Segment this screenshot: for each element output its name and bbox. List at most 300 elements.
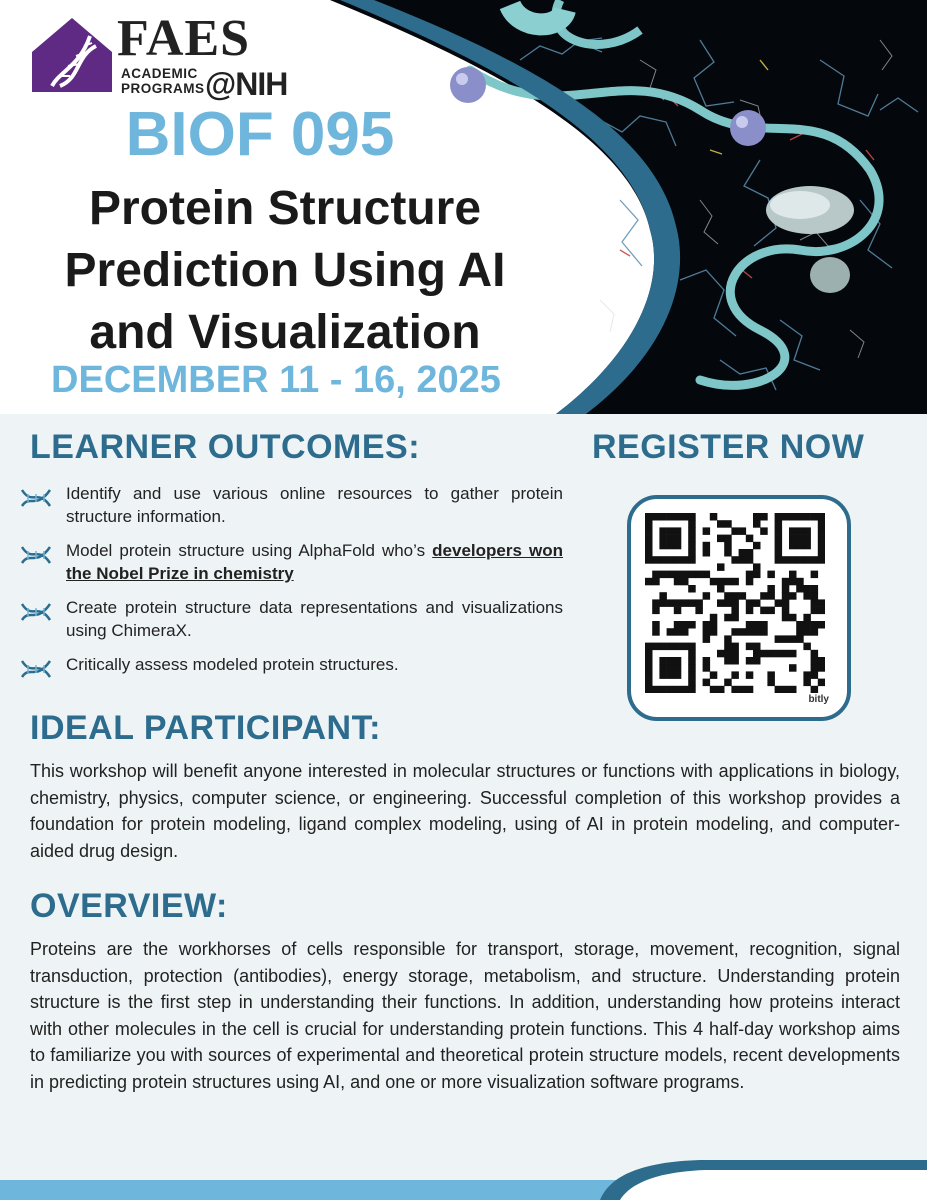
qr-module bbox=[688, 520, 696, 528]
qr-module bbox=[652, 578, 660, 586]
qr-module bbox=[703, 628, 711, 636]
qr-module bbox=[796, 513, 804, 521]
qr-module bbox=[789, 592, 797, 600]
qr-module bbox=[746, 643, 754, 651]
qr-module bbox=[688, 585, 696, 593]
qr-module bbox=[688, 549, 696, 557]
qr-module bbox=[681, 628, 689, 636]
outcome-item bbox=[18, 653, 563, 676]
qr-module bbox=[731, 643, 739, 651]
qr-module bbox=[739, 549, 747, 557]
qr-module bbox=[767, 592, 775, 600]
qr-module bbox=[811, 556, 819, 564]
qr-module bbox=[681, 556, 689, 564]
qr-module bbox=[724, 679, 732, 687]
qr-module bbox=[731, 686, 739, 693]
qr-module bbox=[717, 563, 725, 571]
qr-module bbox=[775, 556, 783, 564]
overview-text: Proteins are the workhorses of cells responsible for transport, storage, movement, recognition, signal transduction, protection (antibodies), energy storage, metabolism, and structure. Understanding protein structure is the first step in understanding their functions. In addition, understanding how proteins interact with other molecules in the cell is crucial for understanding protein functions. This 4 half-day workshop aims to familiarize you with sources of experimental and theoretical protein structure models, recent developments in predicting protein structures using AI, and one or more visualization software programs. bbox=[30, 939, 900, 1092]
qr-module bbox=[818, 513, 825, 521]
qr-module bbox=[746, 578, 754, 586]
qr-module bbox=[782, 578, 790, 586]
qr-module bbox=[688, 542, 696, 550]
qr-module bbox=[782, 513, 790, 521]
qr-module bbox=[659, 571, 667, 579]
learner-outcomes-heading: LEARNER OUTCOMES: bbox=[30, 428, 421, 466]
qr-module bbox=[811, 657, 819, 665]
dna-helix-icon bbox=[20, 598, 52, 626]
qr-module bbox=[818, 542, 825, 550]
qr-module bbox=[753, 513, 761, 521]
qr-module bbox=[782, 607, 790, 615]
qr-module bbox=[803, 628, 811, 636]
qr-module bbox=[731, 607, 739, 615]
qr-module bbox=[667, 542, 675, 550]
qr-module bbox=[803, 614, 811, 622]
qr-module bbox=[688, 664, 696, 672]
qr-module bbox=[811, 513, 819, 521]
outcome-text: Create protein structure data representations and visualizations using ChimeraX. bbox=[66, 598, 563, 640]
qr-module bbox=[667, 599, 675, 607]
qr-module bbox=[724, 535, 732, 543]
qr-module bbox=[746, 549, 754, 557]
qr-module bbox=[789, 556, 797, 564]
qr-module bbox=[717, 650, 725, 658]
qr-module bbox=[674, 621, 682, 629]
outcome-item bbox=[18, 596, 563, 642]
qr-module bbox=[645, 527, 653, 535]
register-qr-code[interactable] bbox=[627, 495, 851, 721]
qr-module bbox=[674, 607, 682, 615]
qr-module bbox=[760, 527, 768, 535]
qr-module bbox=[703, 679, 711, 687]
qr-module bbox=[659, 686, 667, 693]
footer-band bbox=[0, 1156, 927, 1200]
qr-module bbox=[652, 621, 660, 629]
qr-module bbox=[796, 621, 804, 629]
qr-module bbox=[782, 556, 790, 564]
qr-module bbox=[811, 571, 819, 579]
qr-module bbox=[703, 635, 711, 643]
qr-module bbox=[753, 657, 761, 665]
qr-module bbox=[818, 556, 825, 564]
qr-module bbox=[667, 657, 675, 665]
qr-module bbox=[659, 527, 667, 535]
qr-module bbox=[703, 621, 711, 629]
qr-module bbox=[681, 599, 689, 607]
dna-helix-icon bbox=[20, 484, 52, 512]
course-title-line: Protein Structure bbox=[88, 182, 482, 235]
qr-module bbox=[811, 664, 819, 672]
qr-module bbox=[803, 585, 811, 593]
course-title-line: Prediction Using AI bbox=[64, 244, 506, 297]
qr-module bbox=[659, 592, 667, 600]
qr-module bbox=[724, 650, 732, 658]
qr-module bbox=[681, 513, 689, 521]
faes-logo-icon bbox=[30, 16, 114, 94]
qr-module bbox=[710, 621, 718, 629]
ideal-participant-heading: IDEAL PARTICIPANT: bbox=[30, 709, 381, 747]
qr-module bbox=[645, 650, 653, 658]
qr-module bbox=[782, 614, 790, 622]
qr-module bbox=[782, 686, 790, 693]
qr-module bbox=[803, 542, 811, 550]
qr-module bbox=[775, 635, 783, 643]
academic-programs-label: ACADEMIC PROGRAMS bbox=[121, 66, 205, 96]
qr-module bbox=[659, 513, 667, 521]
qr-module bbox=[731, 527, 739, 535]
qr-module bbox=[753, 628, 761, 636]
qr-module bbox=[724, 578, 732, 586]
qr-module bbox=[717, 578, 725, 586]
qr-module bbox=[667, 628, 675, 636]
outcome-text: Critically assess modeled protein structures. bbox=[66, 655, 399, 674]
qr-module bbox=[688, 657, 696, 665]
qr-module bbox=[746, 535, 754, 543]
overview-heading: OVERVIEW: bbox=[30, 887, 228, 925]
qr-module bbox=[659, 664, 667, 672]
qr-module bbox=[818, 520, 825, 528]
nobel-prize-link[interactable]: developers won the Nobel Prize in chemistry bbox=[66, 541, 563, 583]
qr-module bbox=[803, 679, 811, 687]
qr-module bbox=[746, 556, 754, 564]
qr-module bbox=[746, 628, 754, 636]
qr-module bbox=[710, 686, 718, 693]
qr-module bbox=[803, 556, 811, 564]
qr-module bbox=[796, 542, 804, 550]
qr-module bbox=[782, 635, 790, 643]
qr-module bbox=[674, 556, 682, 564]
qr-module bbox=[724, 614, 732, 622]
qr-module bbox=[652, 607, 660, 615]
qr-module bbox=[739, 628, 747, 636]
qr-module bbox=[645, 664, 653, 672]
qr-code-icon bbox=[645, 513, 825, 693]
qr-module bbox=[688, 679, 696, 687]
qr-module bbox=[674, 513, 682, 521]
qr-module bbox=[811, 628, 819, 636]
qr-module bbox=[645, 671, 653, 679]
qr-module bbox=[645, 578, 653, 586]
qr-module bbox=[767, 571, 775, 579]
qr-module bbox=[796, 628, 804, 636]
qr-module bbox=[753, 650, 761, 658]
course-title-line: and Visualization bbox=[89, 306, 481, 359]
qr-module bbox=[724, 599, 732, 607]
qr-module bbox=[674, 599, 682, 607]
qr-module bbox=[710, 614, 718, 622]
qr-module bbox=[789, 635, 797, 643]
qr-module bbox=[775, 686, 783, 693]
qr-module bbox=[667, 535, 675, 543]
outcome-text: Model protein structure using AlphaFold who’s bbox=[66, 541, 433, 560]
qr-module bbox=[724, 635, 732, 643]
qr-module bbox=[703, 592, 711, 600]
qr-module bbox=[688, 671, 696, 679]
qr-module bbox=[667, 686, 675, 693]
qr-module bbox=[731, 657, 739, 665]
qr-module bbox=[659, 535, 667, 543]
qr-module bbox=[803, 671, 811, 679]
qr-module bbox=[645, 679, 653, 687]
qr-module bbox=[811, 607, 819, 615]
course-code: BIOF 095 bbox=[125, 100, 395, 169]
qr-module bbox=[811, 599, 819, 607]
qr-module bbox=[695, 607, 703, 615]
qr-module bbox=[803, 592, 811, 600]
qr-module bbox=[796, 535, 804, 543]
qr-module bbox=[659, 542, 667, 550]
qr-module bbox=[753, 621, 761, 629]
qr-module bbox=[724, 549, 732, 557]
qr-module bbox=[811, 621, 819, 629]
faes-name: FAES bbox=[117, 10, 251, 67]
qr-module bbox=[746, 686, 754, 693]
qr-module bbox=[789, 614, 797, 622]
header-banner bbox=[0, 0, 927, 414]
qr-module bbox=[703, 542, 711, 550]
qr-module bbox=[782, 599, 790, 607]
qr-module bbox=[789, 527, 797, 535]
qr-module bbox=[731, 671, 739, 679]
outcome-item bbox=[18, 482, 563, 528]
qr-module bbox=[753, 599, 761, 607]
qr-module bbox=[811, 671, 819, 679]
qr-module bbox=[818, 607, 825, 615]
qr-module bbox=[688, 513, 696, 521]
qr-module bbox=[803, 535, 811, 543]
qr-module bbox=[674, 578, 682, 586]
qr-module bbox=[789, 513, 797, 521]
qr-module bbox=[796, 578, 804, 586]
qr-module bbox=[645, 535, 653, 543]
qr-module bbox=[753, 520, 761, 528]
qr-module bbox=[695, 599, 703, 607]
qr-module bbox=[753, 571, 761, 579]
dna-helix-icon bbox=[20, 655, 52, 683]
qr-module bbox=[775, 542, 783, 550]
qr-module bbox=[753, 563, 761, 571]
qr-module bbox=[703, 657, 711, 665]
qr-module bbox=[796, 527, 804, 535]
qr-module bbox=[681, 643, 689, 651]
qr-module bbox=[659, 556, 667, 564]
qr-module bbox=[782, 585, 790, 593]
qr-module bbox=[739, 556, 747, 564]
qr-module bbox=[681, 686, 689, 693]
qr-module bbox=[652, 571, 660, 579]
qr-module bbox=[739, 686, 747, 693]
faes-wordmark bbox=[117, 10, 288, 104]
qr-module bbox=[767, 585, 775, 593]
qr-module bbox=[717, 520, 725, 528]
qr-module bbox=[674, 643, 682, 651]
qr-module bbox=[688, 650, 696, 658]
qr-module bbox=[645, 513, 653, 521]
qr-module bbox=[746, 621, 754, 629]
qr-module bbox=[652, 513, 660, 521]
dna-helix-icon bbox=[20, 541, 52, 569]
qr-module bbox=[652, 599, 660, 607]
qr-module bbox=[688, 599, 696, 607]
qr-module bbox=[767, 679, 775, 687]
qr-module bbox=[775, 535, 783, 543]
qr-module bbox=[789, 650, 797, 658]
qr-module bbox=[811, 585, 819, 593]
qr-module bbox=[703, 571, 711, 579]
qr-module bbox=[746, 671, 754, 679]
qr-module bbox=[652, 628, 660, 636]
qr-module bbox=[818, 657, 825, 665]
qr-module bbox=[688, 571, 696, 579]
qr-module bbox=[724, 643, 732, 651]
qr-module bbox=[659, 671, 667, 679]
qr-module bbox=[818, 599, 825, 607]
qr-module bbox=[818, 535, 825, 543]
qr-module bbox=[746, 599, 754, 607]
qr-module bbox=[674, 664, 682, 672]
qr-module bbox=[688, 686, 696, 693]
qr-module bbox=[659, 599, 667, 607]
qr-module bbox=[688, 643, 696, 651]
qr-module bbox=[796, 585, 804, 593]
qr-module bbox=[753, 542, 761, 550]
qr-module bbox=[695, 571, 703, 579]
qr-module bbox=[667, 571, 675, 579]
qr-module bbox=[667, 671, 675, 679]
qr-module bbox=[731, 556, 739, 564]
qr-module bbox=[724, 542, 732, 550]
qr-module bbox=[703, 549, 711, 557]
qr-module bbox=[775, 513, 783, 521]
qr-module bbox=[775, 520, 783, 528]
at-nih-label: @NIH bbox=[205, 66, 288, 102]
qr-module bbox=[645, 520, 653, 528]
qr-module bbox=[681, 621, 689, 629]
qr-module bbox=[811, 592, 819, 600]
qr-module bbox=[667, 527, 675, 535]
qr-module bbox=[645, 556, 653, 564]
qr-module bbox=[724, 592, 732, 600]
qr-module bbox=[818, 527, 825, 535]
register-now-heading: REGISTER NOW bbox=[592, 428, 865, 466]
qr-module bbox=[674, 657, 682, 665]
qr-module bbox=[688, 535, 696, 543]
qr-module bbox=[767, 671, 775, 679]
qr-module bbox=[674, 527, 682, 535]
qr-module bbox=[645, 542, 653, 550]
qr-module bbox=[818, 664, 825, 672]
qr-module bbox=[796, 556, 804, 564]
course-dates: DECEMBER 11 - 16, 2025 bbox=[51, 359, 501, 401]
qr-module bbox=[789, 542, 797, 550]
qr-module bbox=[659, 657, 667, 665]
qr-module bbox=[717, 585, 725, 593]
qr-module bbox=[731, 650, 739, 658]
qr-module bbox=[645, 686, 653, 693]
qr-module bbox=[645, 549, 653, 557]
qr-module bbox=[710, 671, 718, 679]
learner-outcomes-list bbox=[18, 482, 563, 687]
qr-module bbox=[724, 657, 732, 665]
qr-module bbox=[652, 643, 660, 651]
qr-module bbox=[760, 513, 768, 521]
qr-module bbox=[746, 657, 754, 665]
qr-caption: bitly bbox=[808, 694, 829, 705]
qr-module bbox=[760, 592, 768, 600]
qr-module bbox=[739, 527, 747, 535]
qr-module bbox=[782, 650, 790, 658]
qr-module bbox=[674, 535, 682, 543]
qr-module bbox=[674, 628, 682, 636]
qr-module bbox=[645, 643, 653, 651]
outcome-item bbox=[18, 539, 563, 585]
qr-module bbox=[789, 686, 797, 693]
qr-module bbox=[681, 571, 689, 579]
qr-module bbox=[775, 549, 783, 557]
qr-module bbox=[674, 686, 682, 693]
qr-module bbox=[674, 671, 682, 679]
qr-module bbox=[803, 513, 811, 521]
qr-module bbox=[717, 535, 725, 543]
qr-module bbox=[688, 556, 696, 564]
qr-module bbox=[803, 621, 811, 629]
qr-module bbox=[717, 686, 725, 693]
qr-module bbox=[652, 556, 660, 564]
qr-module bbox=[818, 679, 825, 687]
qr-module bbox=[775, 599, 783, 607]
qr-module bbox=[710, 513, 718, 521]
qr-module bbox=[710, 578, 718, 586]
qr-module bbox=[688, 621, 696, 629]
qr-module bbox=[803, 527, 811, 535]
qr-module bbox=[674, 571, 682, 579]
course-title bbox=[0, 178, 570, 364]
qr-module bbox=[789, 571, 797, 579]
qr-module bbox=[746, 571, 754, 579]
qr-module bbox=[645, 657, 653, 665]
qr-module bbox=[652, 686, 660, 693]
qr-module bbox=[767, 650, 775, 658]
qr-module bbox=[789, 578, 797, 586]
qr-module bbox=[760, 607, 768, 615]
qr-module bbox=[667, 664, 675, 672]
qr-module bbox=[681, 578, 689, 586]
qr-module bbox=[667, 513, 675, 521]
qr-module bbox=[760, 628, 768, 636]
qr-module bbox=[710, 628, 718, 636]
qr-module bbox=[717, 599, 725, 607]
qr-module bbox=[811, 686, 819, 693]
qr-module bbox=[760, 650, 768, 658]
qr-module bbox=[731, 592, 739, 600]
qr-module bbox=[731, 578, 739, 586]
outcome-text: Identify and use various online resources to gather protein structure information. bbox=[66, 484, 563, 526]
qr-module bbox=[703, 527, 711, 535]
qr-module bbox=[818, 549, 825, 557]
qr-module bbox=[803, 643, 811, 651]
qr-module bbox=[739, 592, 747, 600]
qr-module bbox=[703, 664, 711, 672]
qr-module bbox=[789, 664, 797, 672]
qr-module bbox=[767, 607, 775, 615]
qr-module bbox=[659, 643, 667, 651]
qr-module bbox=[789, 535, 797, 543]
qr-module bbox=[760, 621, 768, 629]
qr-module bbox=[731, 599, 739, 607]
qr-module bbox=[688, 527, 696, 535]
qr-module bbox=[731, 614, 739, 622]
